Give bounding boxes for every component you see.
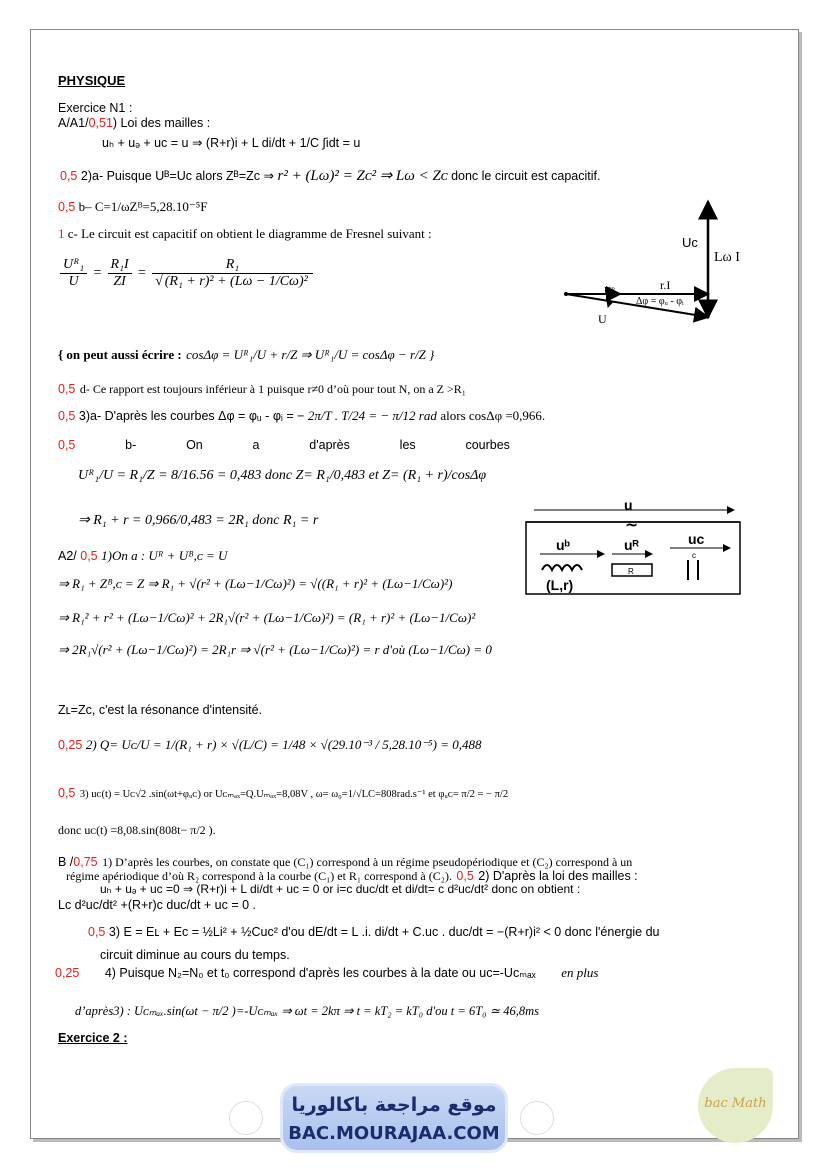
a1-score: 0,51 <box>88 116 113 130</box>
a2-label: A2/ <box>58 549 77 563</box>
circuit-r-label: R <box>628 567 634 576</box>
b-score: 0,75 <box>73 855 98 869</box>
circuit-ur-label: uᴿ <box>624 537 639 553</box>
line-2b <box>58 199 208 215</box>
uc-line <box>58 784 508 802</box>
bacmath-badge <box>698 1068 773 1143</box>
coil-icon <box>542 565 582 570</box>
l3-text: b– C=1/ωZᴮ=5,28.10⁻⁵F <box>78 199 208 214</box>
a2-eq-2: ⇒ R₁ + Zᴮ,ᴄ = Z ⇒ R₁ + √(r² + (Lω−1/Cω)²) = √((R₁ + r)² + (Lω−1/Cω)²) <box>58 576 453 591</box>
l4-text: c- Le circuit est capacitif on obtient le diagramme de Fresnel suivant : <box>67 226 432 241</box>
frac-rhs-den: (R₁ + r)² + (Lω − 1/Cω)² <box>164 274 308 289</box>
fresnel-dphi-label: Δφ = φᵤ - φᵢ <box>636 296 684 307</box>
l2-score: 0,5 <box>60 169 78 183</box>
alt-expression <box>58 346 434 364</box>
lb-word: On <box>186 438 203 452</box>
line-3b-eq: Uᴿ₁/U = R₁/Z = 8/16.56 = 0,483 donc Z= R₁/0,483 et Z= (R₁ + r)/cosΔφ <box>78 468 487 483</box>
right-logo-icon <box>520 1101 554 1135</box>
lb-word: d'après <box>309 438 350 452</box>
brace-text: { on peut aussi écrire : <box>58 347 182 362</box>
quality-factor-line <box>58 737 481 753</box>
ld-score: 0,5 <box>58 382 76 396</box>
line-3a <box>58 408 545 424</box>
frac-mid-num: R₁I <box>108 257 132 274</box>
resonance-text: Zʟ=Zᴄ, c'est la résonance d'intensité. <box>58 703 263 717</box>
frac-lhs-den: U <box>68 274 79 289</box>
fresnel-uc-label: Uᴄ <box>682 235 698 250</box>
circuit-uc-label: uᴄ <box>688 531 705 547</box>
banner-url[interactable]: BAC.MOURAJAA.COM <box>288 1123 500 1144</box>
exercise-1-title: Exercice N1 : <box>58 101 133 115</box>
lb-score: 0,5 <box>58 438 76 452</box>
lb-word: les <box>399 438 416 452</box>
fresnel-u-label: U <box>598 312 607 326</box>
b-text3: 2) D'après la loi des mailles : <box>478 869 638 883</box>
a1-prefix: A/A1/ <box>58 116 89 130</box>
b-text: 1) D’après les courbes, on constate que (C₁) correspond à un régime pseudopériodique et (C₂) correspond à un <box>102 855 633 869</box>
n-score: 0,25 <box>55 966 80 980</box>
a1-equation: uₕ + uₔ + uᴄ = u ⇒ (R+r)i + L di/dt + 1/C ∫idt = u <box>102 136 361 150</box>
lb-word: a <box>252 438 260 452</box>
ratio-equation: $\frac{\text{Uᴿ₁}}{U}$ = $\frac{\text{R₁I}}{ZI}$ = $\frac{\text{R₁}}{\text{√ (R₁ + r)² + (Lω − 1/Cω)²}}$ <box>58 257 315 290</box>
fresnel-ri-label: r.I <box>660 278 671 292</box>
energy-line-2: circuit diminue au cours du temps. <box>100 948 290 962</box>
rlc-circuit <box>520 498 748 610</box>
b-line-3: uₕ + uₔ + uᴄ =0 ⇒ (R+r)i + L di/dt + uᴄ = 0 or i=c duᴄ/dt et di/dt= c d²uᴄ/dt² donc on obtient : <box>100 882 581 896</box>
line-2c <box>58 226 432 242</box>
circuit-c-label: c <box>692 551 696 560</box>
energy-line <box>88 925 660 939</box>
n-text: 4) Puisque N₂=N₀ et t₀ correspond d'après les courbes à la date ou uᴄ=-Uᴄₘₐₓ <box>104 966 536 980</box>
l3a-score: 0,5 <box>58 409 76 423</box>
b-score2: 0,5 <box>456 869 474 883</box>
exercise-2-title: Exercice 2 : <box>58 1031 128 1045</box>
fresnel-diagram <box>560 190 760 335</box>
fresnel-ur1-label: Uᴿ₁ <box>604 286 619 297</box>
e-score: 0,5 <box>88 925 106 939</box>
l4-score: 1 <box>58 226 65 241</box>
badge-text: bac Math <box>704 1096 767 1111</box>
l3a-eq: 2π/T . T/24 = − π/12 rad <box>307 408 437 423</box>
fresnel-lw-label: Lω I <box>714 250 740 265</box>
lb-word: b- <box>125 438 137 452</box>
banner-arabic: موقع مراجعة باكالوريا <box>291 1094 497 1116</box>
frac-rhs-num: R₁ <box>152 257 313 274</box>
b-label: B / <box>58 855 74 869</box>
uc-line-2: donc uᴄ(t) =8,08.sin(808t− π/2 ). <box>58 823 216 837</box>
site-banner[interactable] <box>283 1086 505 1150</box>
line-3b-eq2: ⇒ R₁ + r = 0,966/0,483 = 2R₁ donc R₁ = r <box>78 513 319 528</box>
a1-text: ) Loi des mailles : <box>112 116 211 130</box>
l3a-tail: alors cosΔφ =0,966. <box>440 408 546 423</box>
line-2d <box>58 380 466 398</box>
a2-eq-3: ⇒ R₁² + r² + (Lω−1/Cω)² + 2R₁√(r² + (Lω−1/Cω)²) = (R₁ + r)² + (Lω−1/Cω)² <box>58 610 476 625</box>
frac-mid-den: ZI <box>113 274 126 289</box>
left-logo-icon <box>229 1101 263 1135</box>
l3a-text: 3)a- D'après les courbes Δφ = φᵤ - φᵢ = − <box>78 409 305 423</box>
a2-eq-4: ⇒ 2R₁√(r² + (Lω−1/Cω)²) = 2R₁r ⇒ √(r² + (Lω−1/Cω)²) = r d'où (Lω−1/Cω) = 0 <box>58 642 492 657</box>
brace-eq: cosΔφ = Uᴿ₁/U + r/Z ⇒ Uᴿ₁/U = cosΔφ − r/Z } <box>186 347 435 362</box>
uc-text: 3) uᴄ(t) = Uᴄ√2 .sin(ωt+φᵤᴄ) or Uᴄₘₐₓ=Q.Uₘₐₓ=8,08V , ω= ω₀=1/√LC=808rad.s⁻¹ et φᵤᴄ= π/2 = − π/2 <box>79 789 509 800</box>
b-line-4: Lc d²uᴄ/dt² +(R+r)c duᴄ/dt + uᴄ = 0 . <box>58 898 257 912</box>
page-title: PHYSIQUE <box>58 73 126 88</box>
a2-score: 0,5 <box>80 549 98 563</box>
uc-score: 0,5 <box>58 786 76 800</box>
n-line <box>55 965 598 981</box>
e-text: 3) E = Eʟ + Eᴄ = ½Li² + ½Cuᴄ² d'ou dE/dt = L .i. di/dt + C.uᴄ . duᴄ/dt = −(R+r)i² < 0 donc l'énergie du <box>108 925 660 939</box>
q-text: 2) Q= Uᴄ/U = 1/(R₁ + r) × √(L/C) = 1/48 × √(29.10⁻³ / 5,28.10⁻⁵) = 0,488 <box>85 737 482 752</box>
a2-line <box>58 548 227 564</box>
a1-line <box>58 116 210 130</box>
l2-eq2: ⇒ Lω < Zᴄ <box>379 168 448 184</box>
circuit-lr-label: (L,r) <box>546 577 574 593</box>
n-italic: en plus <box>561 965 599 980</box>
line-2a <box>60 166 600 185</box>
q-score: 0,25 <box>58 738 83 752</box>
l3-score: 0,5 <box>58 200 76 214</box>
l2-text: 2)a- Puisque Uᴮ=Uᴄ alors Zᴮ=Zᴄ ⇒ <box>80 169 274 183</box>
circuit-ub-label: uᵇ <box>556 537 571 553</box>
a2-text: 1)On a : Uᴿ + Uᴮ,ᴄ = U <box>101 548 228 563</box>
n-line-2: d’après3) : Uᴄₘₐₓ.sin(ωt − π/2 )=-Uᴄₘₐₓ ⇒ ωt = 2kπ ⇒ t = kT₂ = kT₀ d'ou t = 6T₀ ≃ 46,8ms <box>75 1004 539 1018</box>
circuit-source-icon: ∼ <box>625 515 639 534</box>
l2-eq1: r² + (Lω)² = Zᴄ² <box>277 168 377 184</box>
l2-tail: donc le circuit est capacitif. <box>451 169 601 183</box>
lb-word: courbes <box>465 438 510 452</box>
b-text2: régime apériodique d’où R₂ correspond à la courbe (C₁) et R₁ correspond à (C₂). <box>66 869 452 883</box>
line-3b <box>58 438 510 452</box>
frac-lhs-num: Uᴿ₁ <box>60 257 87 274</box>
circuit-u-label: u <box>624 498 633 513</box>
ld-text: d- Ce rapport est toujours inférieur à 1 puisque r≠0 d’où pour tout N, on a Z >R₁ <box>79 382 466 396</box>
